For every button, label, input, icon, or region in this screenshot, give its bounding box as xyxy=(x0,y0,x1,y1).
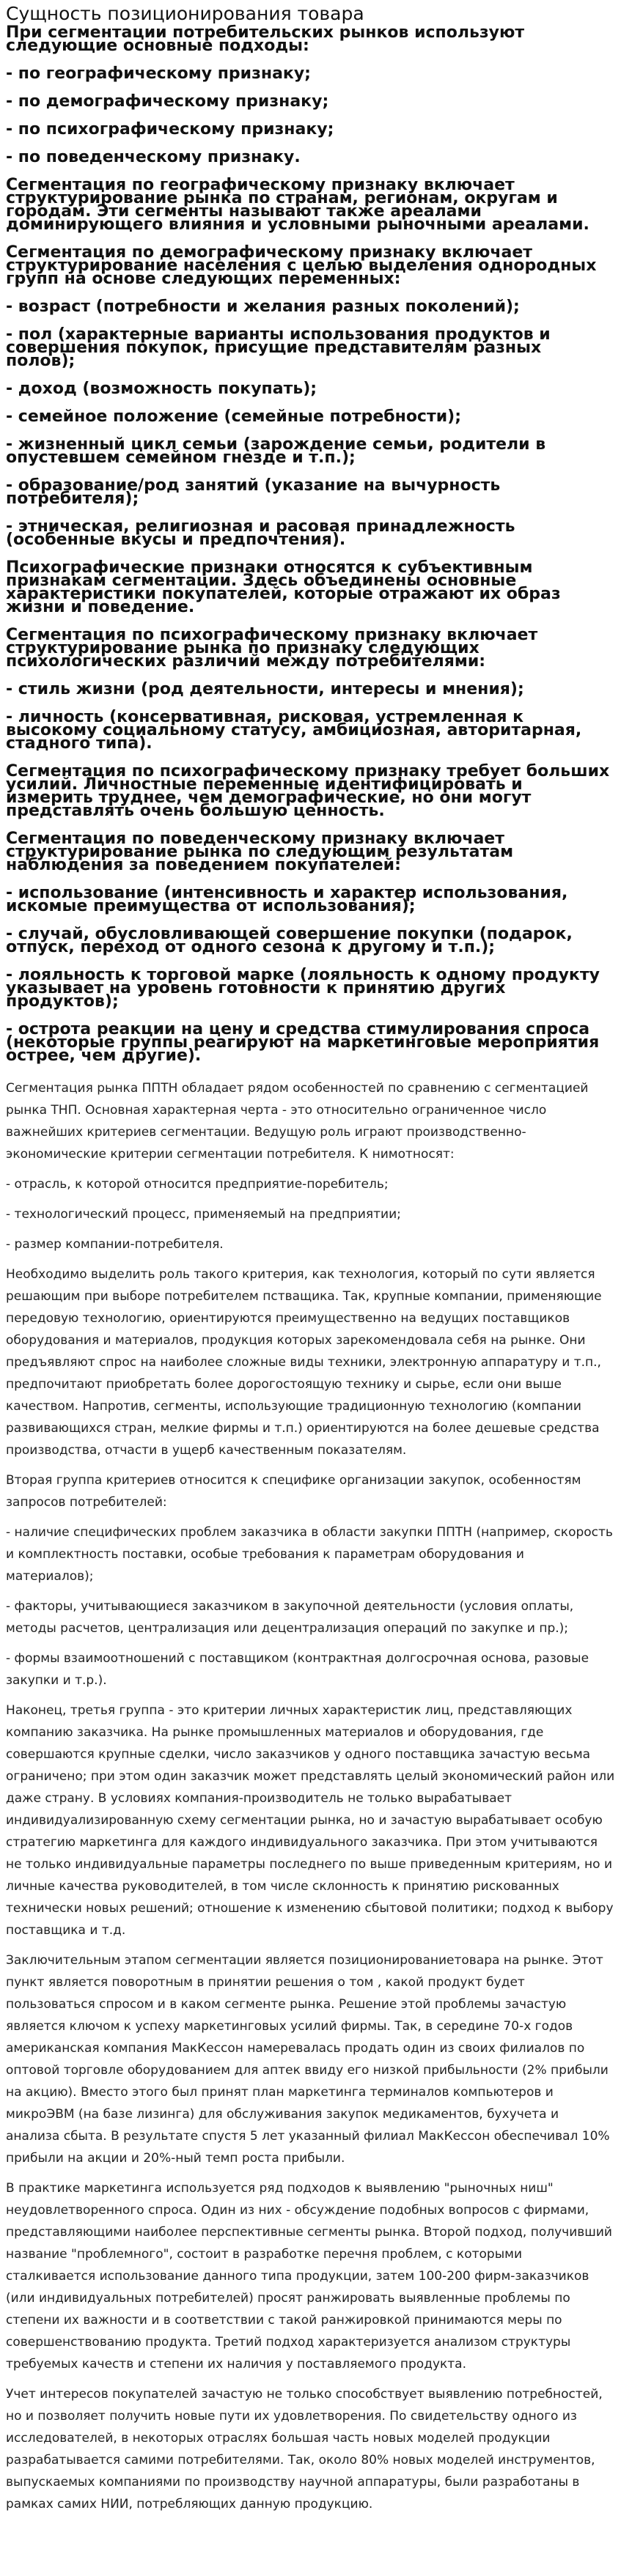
body-paragraph: - размер компании-потребителя. xyxy=(6,1237,224,1252)
body-paragraph: Наконец, третья группа - это критерии личных характеристик лиц, представляющих компанию заказчика. На рынке промышленных материалов и оборудования, где совершаются крупные сделки, число заказчиков у одного поставщика зачастую весьма ограничено; при этом один заказчик может представлять целый экономический район или даже страну. В условиях компания-производитель не только вырабатывает индивидуализированную схему сегментации рынка, но и зачастую вырабатывает особую стратегию маркетинга для каждого индивидуального заказчика. При этом учитываются не только индивидуальные параметры последнего по выше приведенным критериям, но и личные качества руководителей, в том числе склонность к принятию рискованных технически новых решений; отношение к изменению сбытовой политики; подход к выбору поставщика и т.д. xyxy=(6,1703,615,1938)
body-paragraph: - технологический процесс, применяемый на предприятии; xyxy=(6,1207,401,1222)
body-paragraph: Учет интересов покупателей зачастую не только способствует выявлению потребностей, но и позволяет получить новые пути их удовлетворения. По свидетельству одного из исследователей, в некоторых отраслях большая часть новых моделей продукции разрабатывается самими потребителями. Так, около 80% новых моделей инструментов, выпускаемых компаниями по производству научной аппаратуры, были разработаны в рамках самих НИИ, потребляющих данную продукцию. xyxy=(6,2387,603,2512)
bold-paragraph: - возраст (потребности и желания разных поколений); xyxy=(6,298,520,316)
bold-paragraph: - стиль жизни (род деятельности, интересы и мнения); xyxy=(6,680,524,698)
bold-paragraph: - доход (возможность покупать); xyxy=(6,380,317,398)
industrial-market-section xyxy=(6,1077,615,2515)
bold-paragraph: - этническая, религиозная и расовая принадлежность (особенные вкусы и предпочтения). xyxy=(6,517,515,549)
page-title: Сущность позиционирования товара xyxy=(6,3,364,24)
bold-paragraph: Сегментация по психографическому признаку включает структурирование рынка по признаку следующих психологических различий между потребителями: xyxy=(6,626,538,671)
body-paragraph: - отрасль, к которой относится предприятие-поребитель; xyxy=(6,1177,389,1192)
bold-paragraph: - лояльность к торговой марке (лояльность к одному продукту указывает на уровень готовности к принятию других продуктов); xyxy=(6,966,600,1011)
bold-paragraph: - пол (характерные варианты использования продуктов и совершения покупок, присущие представителям разных полов); xyxy=(6,325,551,370)
bold-paragraph: - случай, обусловливающей совершение покупки (подарок, отпуск, переход от одного сезона к другому и т.п.); xyxy=(6,925,573,956)
bold-paragraph: - личность (консервативная, рисковая, устремленная к высокому социальному статусу, амбициозная, авторитарная, стадного типа). xyxy=(6,708,582,753)
body-paragraph: Необходимо выделить роль такого критерия, как технология, который по сути является решающим при выборе потребителем пстващика. Так, крупные компании, применяющие передовую технологию, ориентируются преимущественно на ведущих поставщиков оборудования и материалов, продукция которых зарекомендовала себя на рынке. Они предъявляют спрос на наиболее сложные виды техники, электронную аппаратуру и т.п., предпочитают приобретать более дорогостоящую технику и сырье, если они выше качеством. Напротив, сегменты, использующие традиционную технологию (компании развивающихся стран, мелкие фирмы и т.п.) ориентируются на более дешевые средства производства, отчасти в ущерб качественным показателям. xyxy=(6,1267,602,1458)
bold-paragraph: Сегментация по географическому признаку включает структурирование рынка по странам, регионам, округам и городам. Эти сегменты называют также ареалами доминирующего влияния и условными рыночными ареалами. xyxy=(6,176,589,234)
bold-paragraph: - острота реакции на цену и средства стимулирования спроса (некоторые группы реагируют на маркетинговые мероприятия острее, чем другие). xyxy=(6,1020,600,1065)
bold-paragraph: Сегментация по демографическому признаку включает структурирование населения с целью выделения однородных групп на основе следующих переменных: xyxy=(6,243,597,288)
bold-paragraph: При сегментации потребительских рынков используют следующие основные подходы: xyxy=(6,23,525,55)
bold-paragraph: - семейное положение (семейные потребности); xyxy=(6,407,461,426)
body-paragraph: - факторы, учитывающиеся заказчиком в закупочной деятельности (условия оплаты, методы расчетов, централизация или децентрализация операций по закупке и пр.); xyxy=(6,1599,574,1636)
bold-paragraph: Психографические признаки относятся к субъективным признакам сегментации. Здесь объединены основные характеристики покупателей, которые отражают их образ жизни и поведение. xyxy=(6,558,561,616)
body-paragraph: - наличие специфических проблем заказчика в области закупки ППТН (например, скорость и комплектность поставки, особые требования к параметрам оборудования и материалов); xyxy=(6,1525,613,1584)
body-paragraph: В практике маркетинга используется ряд подходов к выявлению "рыночных ниш" неудовлетворенного спроса. Один из них - обсуждение подобных вопросов с фирмами, представляющими наиболее перспективные сегменты рынка. Второй подход, получивший название "проблемного", состоит в разработке перечня проблем, с которыми сталкивается использование данного типа продукции, затем 100-200 фирм-заказчиков (или индивидуальных потребителей) просят ранжировать выявленные проблемы по степени их важности и в соответствии с такой ранжировкой принимаются меры по совершенствованию продукта. Третий подход характеризуется анализом структуры требуемых качеств и степени их наличия у поставляемого продукта. xyxy=(6,2181,612,2372)
bold-paragraph: - использование (интенсивность и характер использования, искомые преимущества от использования); xyxy=(6,884,568,915)
body-paragraph: Заключительным этапом сегментации является позиционированиетовара на рынке. Этот пункт является поворотным в принятии решения о том , какой продукт будет пользоваться спросом и в каком сегменте рынка. Решение этой проблемы зачастую является ключом к успеху маркетинговых усилий фирмы. Так, в середине 70-х годов американская компания МакКессон намеревалась продать один из своих филиалов по оптовой торговле оборудованием для аптек ввиду его низкой прибыльности (2% прибыли на акцию). Вместо этого был принят план маркетинга терминалов компьютеров и микроЭВМ (на базе лизинга) для обслуживания закупок медикаментов, бухучета и анализа сбыта. В результате спустя 5 лет указанный филиал МакКессон обеспечивал 10% прибыли на акции и 20%-ный темп роста прибыли. xyxy=(6,1953,610,2166)
bold-paragraph: - по психографическому признаку; xyxy=(6,120,334,139)
bold-paragraph: - по демографическому признаку; xyxy=(6,92,329,111)
body-paragraph: - формы взаимоотношений с поставщиком (контрактная долгосрочная основа, разовые закупки и т.р.). xyxy=(6,1651,589,1688)
bold-paragraph: Сегментация по психографическому признаку требует больших усилий. Личностные переменные идентифицировать и измерить труднее, чем демографические, но они могут представлять очень большую ценность. xyxy=(6,762,610,820)
bold-paragraph: - по географическому признаку; xyxy=(6,64,311,83)
bold-paragraph: Сегментация по поведенческому признаку включает структурирование рынка по следующим результатам наблюдения за поведением покупателей: xyxy=(6,830,514,874)
body-paragraph: Вторая группа критериев относится к специфике организации закупок, особенностям запросов потребителей: xyxy=(6,1473,581,1510)
bold-paragraph: - образование/род занятий (указание на вычурность потребителя); xyxy=(6,476,501,508)
bold-paragraph: - жизненный цикл семьи (зарождение семьи, родители в опустевшем семейном гнезде и т.п.); xyxy=(6,435,546,467)
segmentation-criteria-section xyxy=(6,23,615,1065)
bold-paragraph: - по поведенческому признаку. xyxy=(6,148,301,166)
body-paragraph: Сегментация рынка ППТН обладает рядом особенностей по сравнению с сегментацией рынка ТНП. Основная характерная черта - это относительно ограниченное число важнейших критериев сегментации. Ведущую роль играют производственно-экономические критерии сегментации потребителя. К нимотносят: xyxy=(6,1081,589,1162)
